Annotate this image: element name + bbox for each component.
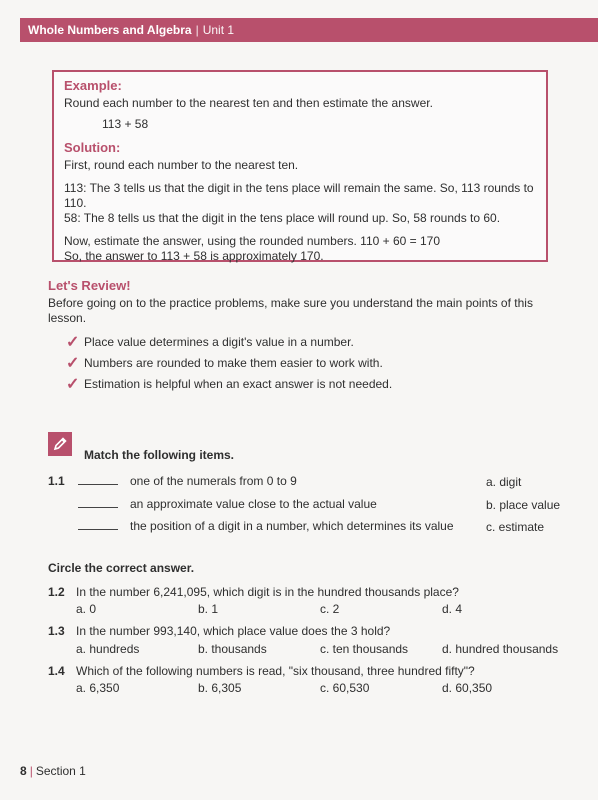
match-row <box>78 497 377 511</box>
footer-section: Section 1 <box>35 764 86 778</box>
header-unit: Unit 1 <box>202 23 235 37</box>
review-item-text: Place value determines a digit's value in a number. <box>84 335 354 349</box>
review-item-text: Estimation is helpful when an exact answer is not needed. <box>84 377 393 391</box>
question-number: 1.3 <box>48 624 65 638</box>
match-option: c. estimate <box>486 520 545 534</box>
match-item-text: one of the numerals from 0 to 9 <box>130 474 297 488</box>
answer-choice[interactable]: a. hundreds <box>76 642 140 656</box>
match-title: Match the following items. <box>84 448 235 462</box>
solution-step-3b: So, the answer to 113 + 58 is approximately 170. <box>64 249 324 263</box>
question-number: 1.2 <box>48 585 65 599</box>
pencil-icon <box>48 432 72 456</box>
match-option: a. digit <box>486 475 522 489</box>
solution-step-2b: 58: The 8 tells us that the digit in the tens place will round up. So, 58 rounds to 60. <box>64 211 501 225</box>
answer-choice[interactable]: c. ten thousands <box>320 642 409 656</box>
review-item <box>66 332 548 353</box>
circle-title: Circle the correct answer. <box>48 561 195 575</box>
answer-choice[interactable]: a. 0 <box>76 602 97 616</box>
answer-choice[interactable]: c. 60,530 <box>320 681 370 695</box>
review-item <box>66 374 548 395</box>
example-problem: 113 + 58 <box>102 117 149 131</box>
question-text: In the number 6,241,095, which digit is in the hundred thousands place? <box>76 585 459 599</box>
answer-blank[interactable] <box>78 497 118 508</box>
answer-choice[interactable]: c. 2 <box>320 602 340 616</box>
review-section <box>48 278 548 395</box>
header-title: Whole Numbers and Algebra <box>28 23 192 37</box>
answer-blank[interactable] <box>78 474 118 485</box>
solution-heading: Solution: <box>64 140 121 155</box>
question-text: In the number 993,140, which place value does the 3 hold? <box>76 624 391 638</box>
example-box <box>52 70 548 262</box>
page-number: 8 <box>20 764 27 778</box>
checkmark-icon: ✓ <box>66 376 80 393</box>
question-number: 1.4 <box>48 664 65 678</box>
answer-choice[interactable]: d. 60,350 <box>442 681 493 695</box>
answer-choice[interactable]: b. 6,305 <box>198 681 242 695</box>
review-heading: Let's Review! <box>48 278 131 293</box>
header-separator: | <box>195 23 199 37</box>
solution-step-2a: 113: The 3 tells us that the digit in the tens place will remain the same. So, 113 rounds to 110. <box>64 181 534 210</box>
match-item-text: the position of a digit in a number, which determines its value <box>130 519 454 533</box>
solution-step-3a: Now, estimate the answer, using the rounded numbers. 110 + 60 = 170 <box>64 234 441 248</box>
review-list <box>66 332 548 395</box>
match-option: b. place value <box>486 498 561 512</box>
example-heading: Example: <box>64 78 122 93</box>
review-item <box>66 353 548 374</box>
answer-choice[interactable]: d. hundred thousands <box>442 642 559 656</box>
example-prompt: Round each number to the nearest ten and then estimate the answer. <box>64 96 433 110</box>
page-footer <box>20 764 86 778</box>
question-number: 1.1 <box>48 474 65 488</box>
footer-separator: | <box>29 764 33 778</box>
match-row <box>78 519 454 533</box>
solution-step-1: First, round each number to the nearest ten. <box>64 158 299 172</box>
answer-blank[interactable] <box>78 519 118 530</box>
match-item-text: an approximate value close to the actual value <box>130 497 377 511</box>
question-text: Which of the following numbers is read, "six thousand, three hundred fifty"? <box>76 664 475 678</box>
answer-choice[interactable]: d. 4 <box>442 602 463 616</box>
answer-choice[interactable]: a. 6,350 <box>76 681 120 695</box>
header-bar <box>20 18 598 42</box>
checkmark-icon: ✓ <box>66 334 80 351</box>
checkmark-icon: ✓ <box>66 355 80 372</box>
answer-choice[interactable]: b. 1 <box>198 602 219 616</box>
answer-choice[interactable]: b. thousands <box>198 642 267 656</box>
review-item-text: Numbers are rounded to make them easier to work with. <box>84 356 383 370</box>
match-row <box>78 474 297 488</box>
review-intro: Before going on to the practice problems, make sure you understand the main points of this lesson. <box>48 296 533 325</box>
